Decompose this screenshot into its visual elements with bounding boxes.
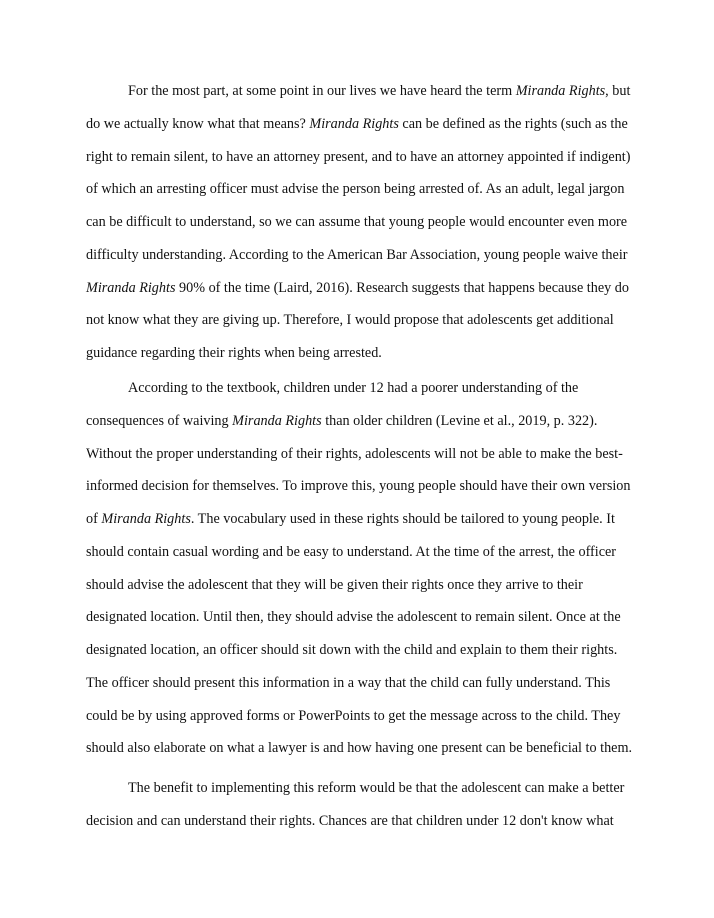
paragraph-2-line	[86, 708, 620, 724]
paragraph-2-line	[86, 740, 632, 756]
paragraph-2-line	[86, 675, 610, 691]
text-run: should also elaborate on what a lawyer is and how having one present can be beneficial to them.	[86, 740, 633, 757]
paragraph-1-line	[86, 312, 614, 328]
paragraph-1-line	[86, 345, 382, 361]
paragraph-1-line	[86, 214, 627, 230]
paragraph-2-line	[86, 511, 615, 527]
paragraph-3-line	[86, 813, 614, 829]
italic-term: Miranda Rights	[101, 511, 191, 527]
paragraph-1-line	[86, 280, 629, 296]
paragraph-1-line	[128, 83, 630, 99]
text-run: guidance regarding their rights when being arrested.	[86, 345, 382, 361]
paragraph-1-line	[86, 247, 628, 263]
text-run: 90% of the time (Laird, 2016). Research suggests that happens because they do	[175, 279, 629, 296]
text-run: do we actually know what that means?	[86, 115, 310, 132]
text-run: consequences of waiving	[86, 412, 233, 429]
italic-term: Miranda Rights	[232, 412, 322, 429]
text-run: than older children (Levine et al., 2019, p. 322).	[321, 412, 598, 429]
text-run: The benefit to implementing this reform would be that the adolescent can make a better	[128, 780, 625, 796]
text-run: could be by using approved forms or PowerPoints to get the message across to the child. They	[86, 707, 621, 724]
text-run: should contain casual wording and be easy to understand. At the time of the arrest, the officer	[86, 543, 617, 560]
text-run: For the most part, at some point in our lives we have heard the term	[128, 83, 516, 99]
text-run: should advise the adolescent that they will be given their rights once they arrive to their	[86, 576, 583, 593]
text-run: difficulty understanding. According to the American Bar Association, young people waive their	[86, 246, 628, 263]
paragraph-2-line	[86, 544, 616, 560]
paragraph-2-line	[86, 478, 630, 494]
paragraph-2-line	[86, 446, 623, 462]
paragraph-2-line	[86, 642, 617, 658]
italic-term: Miranda Rights	[515, 83, 606, 99]
paragraph-2-line	[86, 609, 621, 625]
text-run: informed decision for themselves. To improve this, young people should have their own version	[86, 478, 631, 495]
text-run: of	[86, 511, 102, 527]
paragraph-1-line	[86, 116, 628, 132]
text-run: can be defined as the rights (such as the	[398, 115, 628, 132]
text-run: According to the textbook, children under 12 had a poorer understanding of the	[128, 380, 579, 396]
paragraph-3-line	[128, 780, 624, 796]
paragraph-2-line	[128, 380, 578, 396]
italic-term: Miranda Rights	[86, 279, 176, 296]
text-run: not know what they are giving up. Therefore, I would propose that adolescents get additional	[86, 312, 614, 329]
text-run: . The vocabulary used in these rights should be tailored to young people. It	[190, 511, 615, 527]
text-run: right to remain silent, to have an attorney present, and to have an attorney appointed if indigent)	[86, 148, 631, 165]
text-run: Without the proper understanding of their rights, adolescents will not be able to make the best-	[86, 445, 623, 462]
paragraph-2-line	[86, 577, 583, 593]
text-run: The officer should present this information in a way that the child can fully understand. This	[86, 674, 611, 691]
text-run: can be difficult to understand, so we can assume that young people would encounter even more	[86, 214, 628, 230]
paragraph-1-line	[86, 149, 630, 165]
text-run: decision and can understand their rights. Chances are that children under 12 don't know what	[86, 812, 614, 829]
text-run: , but	[605, 83, 631, 99]
paragraph-1-line	[86, 181, 624, 197]
text-run: designated location. Until then, they should advise the adolescent to remain silent. Once at the	[86, 609, 621, 626]
text-run: of which an arresting officer must advise the person being arrested of. As an adult, legal jargon	[86, 181, 625, 198]
text-run: designated location, an officer should sit down with the child and explain to them their rights.	[86, 642, 618, 658]
paragraph-2-line	[86, 413, 597, 429]
italic-term: Miranda Rights	[309, 115, 399, 132]
